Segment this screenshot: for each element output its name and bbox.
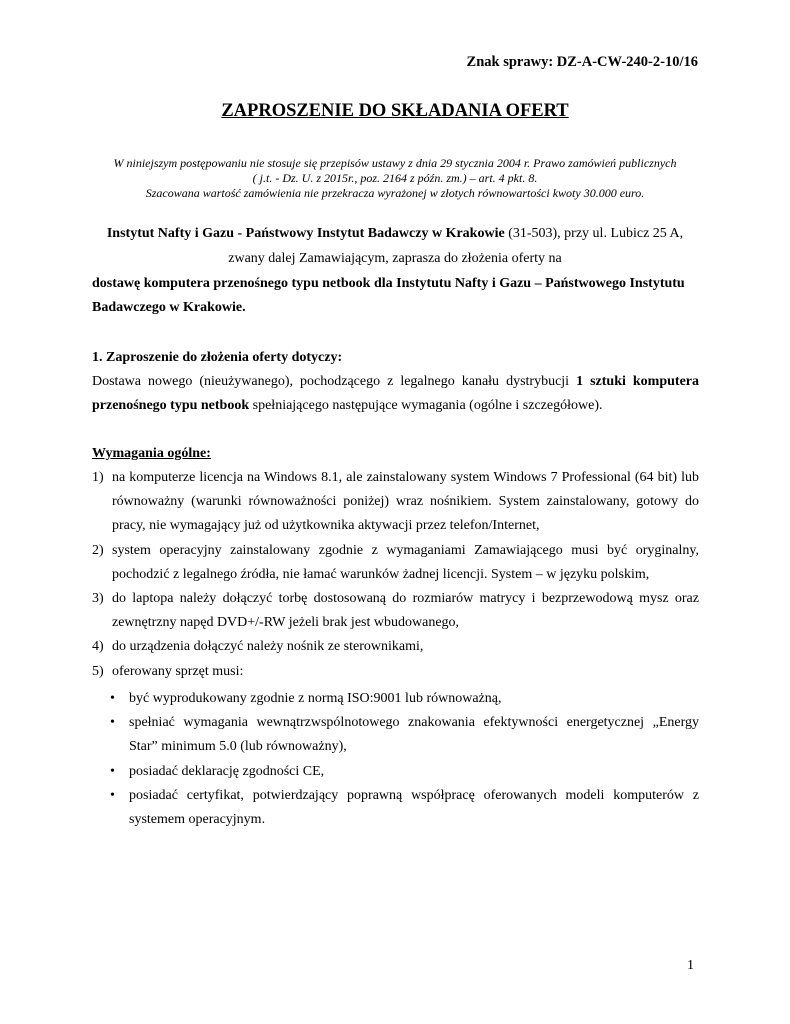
bullet-list [110,687,699,832]
legal-note-line: Szacowana wartość zamówienia nie przekracza wyrażonej w złotych równowartości kwoty 30.000 euro. [145,186,645,200]
list-item-text: system operacyjny zainstalowany zgodnie z wymaganiami Zamawiającego musi być oryginalny, pochodzić z legalnego źródła, nie łamać warunków żadnej licencji. System – w języku polskim, [112,542,699,582]
bullet-item [110,784,699,832]
list-item-number: 2) [92,542,104,558]
list-item-text: oferowany sprzęt musi: [112,663,244,679]
bullet-text: być wyprodukowany zgodnie z normą ISO:9001 lub równoważną, [129,691,502,706]
bullet-text: spełniać wymagania wewnątrzwspólnotowego znakowania efektywności energetycznej „Energy Star” minimum 5.0 (lub równoważny), [129,715,699,755]
page-number: 1 [687,958,694,973]
list-item-number: 5) [92,663,104,679]
paragraph-text: spełniającego następujące wymagania (ogólne i szczegółowe). [249,398,603,414]
bullet-item [110,711,699,759]
bullet-icon: • [110,691,115,706]
list-item [92,587,699,635]
bullet-text: posiadać deklarację zgodności CE, [129,763,325,779]
list-item-number: 3) [92,591,104,607]
section-1 [92,346,699,419]
paragraph-bold: przenośnego typu netbook [92,398,250,414]
list-item [92,466,699,539]
institute-address: (31-503), przy ul. Lubicz 25 A, [504,226,684,241]
bullet-icon: • [110,787,115,803]
subject-line: dostawę komputera przenośnego typu netbook dla Instytutu Nafty i Gazu – Państwowego Instytutu [92,276,685,291]
list-item-text: na komputerze licencja na Windows 8.1, ale zainstalowany system Windows 7 Professional (64 bit) lub równoważny (warunki równoważności poniżej) wraz nośnikiem. System zainstalowany, gotowy do pracy, nie wymagający już od użytkownika aktywacji przez telefon/Internet, [112,470,699,534]
list-item [92,635,699,659]
legal-note-line: ( j.t. - Dz. U. z 2015r., poz. 2164 z późn. zm.) – art. 4 pkt. 8. [252,171,538,185]
bullet-text: posiadać certyfikat, potwierdzający poprawną współpracę oferowanych modeli komputerów z systemem operacyjnym. [129,787,699,828]
requirements-list [92,466,699,684]
list-item-text: do laptopa należy dołączyć torbę dostosowaną do rozmiarów matrycy i bezprzewodową mysz oraz zewnętrzny napęd DVD+/-RW jeżeli brak jest wbudowanego, [112,591,699,631]
paragraph-text: Dostawa nowego (nieużywanego), pochodzącego z legalnego kanału dystrybucji [92,374,577,390]
list-item-text: do urządzenia dołączyć należy nośnik ze sterownikami, [112,639,424,655]
legal-note-line: W niniejszym postępowaniu nie stosuje się przepisów ustawy z dnia 29 stycznia 2004 r. Prawo zamówień publicznych [113,156,677,170]
requirements-heading: Wymagania ogólne: [92,446,211,461]
section-1-heading: 1. Zaproszenie do złożenia oferty dotyczy: [92,350,343,365]
subject-block [92,272,699,320]
institute-line [0,226,790,242]
paragraph-bold: 1 sztuki komputera [576,374,699,390]
case-reference: Znak sprawy: DZ-A-CW-240-2-10/16 [466,54,698,70]
legal-note [80,156,710,201]
intro-line: zwany dalej Zamawiającym, zaprasza do złożenia oferty na [228,251,562,266]
section-1-paragraph [92,370,699,418]
list-item [92,660,699,684]
bullet-item [110,687,699,711]
document-title: ZAPROSZENIE DO SKŁADANIA OFERT [221,101,569,121]
list-item-number: 4) [92,639,104,655]
bullet-item [110,760,699,784]
subject-line: Badawczego w Krakowie. [92,300,246,316]
bullet-icon: • [110,763,115,779]
list-item-number: 1) [92,470,104,485]
list-item [92,539,699,587]
bullet-icon: • [110,715,115,731]
institute-name: Instytut Nafty i Gazu - Państwowy Instytut Badawczy w Krakowie [106,226,505,241]
requirements-heading-wrap [92,442,699,466]
